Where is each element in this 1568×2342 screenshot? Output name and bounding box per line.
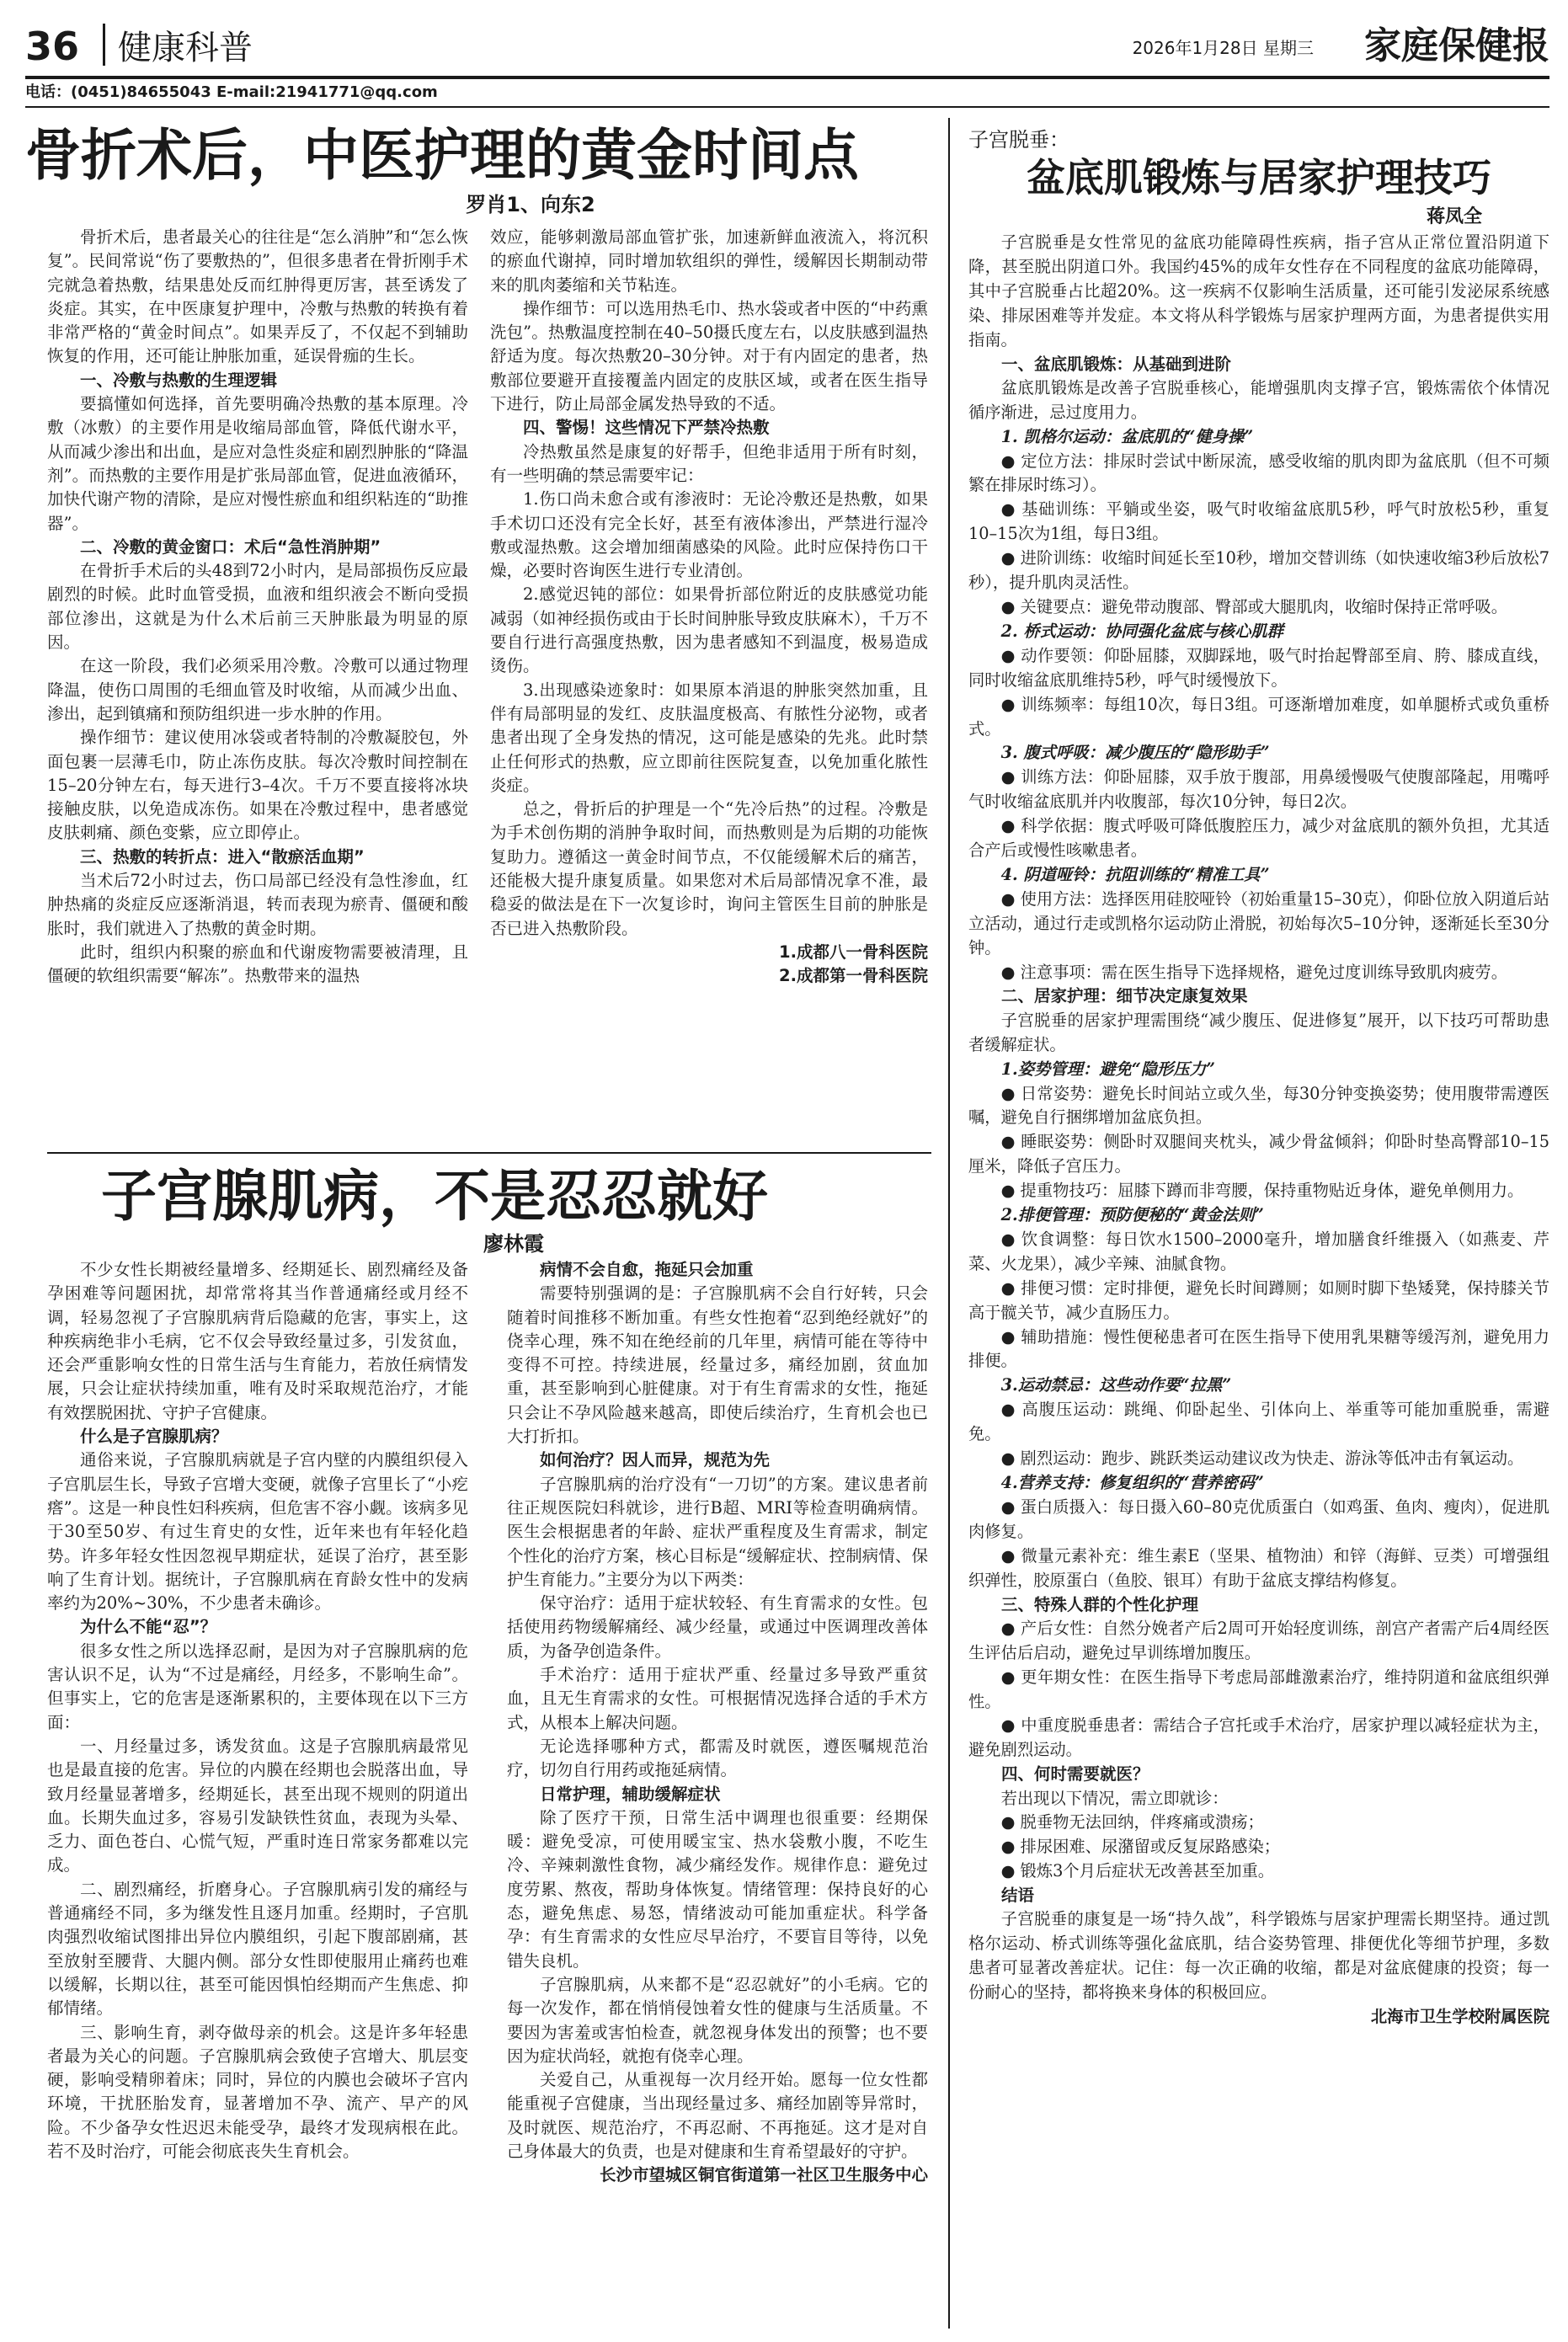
author-affiliation: 北海市卫生学校附属医院	[1370, 2007, 1549, 2027]
article2-title: 子宫腺肌病，不是忍忍就好	[101, 1163, 768, 1229]
article1-title: 骨折术后，中医护理的黄金时间点	[25, 122, 859, 188]
paragraph: ● 基础训练：平躺或坐姿，吸气时收缩盆底肌5秒，呼气时放松5秒，重复10–15次为1组，每日3组。	[968, 499, 1549, 544]
sub-heading: 3.运动禁忌：这些动作要“拉黑”	[1000, 1375, 1232, 1395]
header-rule	[25, 76, 1549, 79]
paragraph: 盆底肌锻炼是改善子宫脱垂核心，能增强肌肉支撑子宫，锻炼需依个体情况循序渐进，忌过度用力。	[968, 377, 1549, 422]
article2-column-2	[507, 1258, 928, 2188]
paragraph: 3.出现感染迹象时：如果原本消退的肿胀突然加重，且伴有局部明显的发红、皮肤温度极高、有脓性分泌物，或者患者出现了全身发热的情况，这可能是感染的先兆。此时禁止任何形式的热敷，应立即前往医院复查，以免加重化脓性炎症。	[490, 680, 928, 795]
paragraph: 通俗来说，子宫腺肌病就是子宫内壁的内膜组织侵入子宫肌层生长，导致子宫增大变硬，就像子宫里长了“小疙瘩”。这是一种良性妇科疾病，但危害不容小觑。该病多见于30至50岁、有过生育史的女性，近年来也有年轻化趋势。许多年轻女性因忽视早期症状，延误了治疗，甚至影响了生育计划。据统计，子宫腺肌病在育龄女性中的发病率约为20%~30%，不少患者未确诊。	[47, 1450, 468, 1614]
paragraph: ● 睡眠姿势：侧卧时双腿间夹枕头，减少骨盆倾斜；仰卧时垫高臀部10–15厘米，降低子宫压力。	[968, 1132, 1549, 1176]
paragraph: 效应，能够刺激局部血管扩张，加速新鲜血液流入，将沉积的瘀血代谢掉，同时增加软组织的弹性，缓解因长期制动带来的肌肉萎缩和关节粘连。	[490, 227, 928, 295]
paragraph: 子宫腺肌病，从来都不是“忍忍就好”的小毛病。它的每一次发作，都在悄悄侵蚀着女性的健康与生活质量。不要因为害羞或害怕检查，就忽视身体发出的预警；也不要因为症状尚轻，就抱有侥幸心理。	[507, 1974, 928, 2066]
paragraph: 冷热敷虽然是康复的好帮手，但绝非适用于所有时刻，有一些明确的禁忌需要牢记：	[490, 441, 928, 485]
paragraph: 当术后72小时过去，伤口局部已经没有急性渗血，红肿热痛的炎症反应逐渐消退，转而表现为瘀青、僵硬和酸胀时，我们就进入了热敷的黄金时期。	[47, 871, 468, 938]
paragraph: ● 锻炼3个月后症状无改善甚至加重。	[1000, 1861, 1275, 1881]
paragraph: 手术治疗：适用于症状严重、经量过多导致严重贫血，且无生育需求的女性。可根据情况选择合适的手术方式，从根本上解决问题。	[507, 1665, 928, 1732]
section-heading: 四、警惕！这些情况下严禁冷热敷	[523, 418, 770, 438]
paragraph: 除了医疗干预，日常生活中调理也很重要：经期保暖：避免受凉，可使用暖宝宝、热水袋敷小腹，不吃生冷、辛辣刺激性食物，减少痛经发作。规律作息：避免过度劳累、熬夜，帮助身体恢复。情绪管理：保持良好的心态，避免焦虑、易怒，情绪波动可能加重症状。科学备孕：有生育需求的女性应尽早治疗，不要盲目等待，以免错失良机。	[507, 1807, 928, 1971]
paragraph: 此时，组织内积聚的瘀血和代谢废物需要被清理，且僵硬的软组织需要“解冻”。热敷带来的温热	[47, 942, 468, 986]
author-affiliation: 2.成都第一骨科医院	[779, 966, 928, 986]
paragraph: ● 剧烈运动：跑步、跳跃类运动建议改为快走、游泳等低冲击有氧运动。	[1000, 1448, 1524, 1469]
page-number: 36	[25, 24, 80, 69]
section-heading: 什么是子宫腺肌病？	[80, 1427, 228, 1447]
masthead	[25, 19, 1549, 76]
column-divider	[948, 118, 950, 2329]
masthead-divider	[103, 24, 105, 66]
paragraph: ● 动作要领：仰卧屈膝，双脚踩地，吸气时抬起臀部至肩、胯、膝成直线，同时收缩盆底肌维持5秒，呼气时缓慢放下。	[968, 645, 1549, 690]
section-heading: 四、何时需要就医？	[1001, 1764, 1149, 1785]
paragraph: 一、月经量过多，诱发贫血。这是子宫腺肌病最常见也是最直接的危害。异位的内膜在经期也会脱落出血，导致月经量显著增多，经期延长，甚至出现不规则的阴道出血。长期失血过多，容易引发缺铁性贫血，表现为头晕、乏力、面色苍白、心慌气短，严重时连日常家务都难以完成。	[47, 1736, 468, 1875]
paragraph: ● 蛋白质摄入：每日摄入60–80克优质蛋白（如鸡蛋、鱼肉、瘦肉），促进肌肉修复。	[968, 1496, 1549, 1541]
sub-heading: 4. 阴道哑铃：抗阻训练的“精准工具”	[1000, 864, 1270, 884]
paragraph: 总之，骨折后的护理是一个“先冷后热”的过程。冷敷是为手术创伤期的消肿争取时间，而热敷则是为后期的功能恢复助力。遵循这一黄金时间节点，不仅能缓解术后的痛苦，还能极大提升康复质量。如果您对术后局部情况拿不准，最稳妥的做法是在下一次复诊时，询问主管医生目前的肿胀是否已进入热敷阶段。	[490, 799, 928, 938]
sub-heading: 1. 凯格尔运动：盆底肌的“健身操”	[1000, 426, 1254, 446]
paragraph: 子宫脱垂的居家护理需围绕“减少腹压、促进修复”展开，以下技巧可帮助患者缓解症状。	[968, 1010, 1549, 1054]
section-heading: 二、冷敷的黄金窗口：术后“急性消肿期”	[80, 536, 381, 557]
paragraph: ● 高腹压运动：跳绳、仰卧起坐、引体向上、举重等可能加重脱垂，需避免。	[968, 1400, 1549, 1444]
article3-title: 盆底肌锻炼与居家护理技巧	[1027, 155, 1491, 200]
article3-kicker: 子宫脱垂：	[968, 128, 1069, 152]
paragraph: ● 使用方法：选择医用硅胶哑铃（初始重量15–30克），仰卧位放入阴道后站立活动，通过行走或凯格尔运动防止滑脱，初始每次5–10分钟，逐渐延长至30分钟。	[968, 888, 1549, 958]
article2-column-1	[47, 1258, 468, 2163]
paragraph: 操作细节：建议使用冰袋或者特制的冷敷凝胶包，外面包裹一层薄毛巾，防止冻伤皮肤。每次冷敷时间控制在15–20分钟左右，每天进行3–4次。千万不要直接将冰块接触皮肤，以免造成冻伤。如果在冷敷过程中，患者感觉皮肤刺痛、颜色变紫，应立即停止。	[47, 728, 468, 843]
paragraph: 子宫脱垂的康复是一场“持久战”，科学锻炼与居家护理需长期坚持。通过凯格尔运动、桥式训练等强化盆底肌，结合姿势管理、排便优化等细节护理，多数患者可显著改善症状。记住：每一次正确的收缩，都是对盆底健康的投资；每一份耐心的坚持，都将换来身体的积极回应。	[968, 1909, 1549, 2003]
section-heading: 一、盆底肌锻炼：从基础到进阶	[1001, 354, 1232, 374]
paragraph: ● 脱垂物无法回纳，伴疼痛或溃疡；	[1000, 1812, 1264, 1833]
paragraph: 子宫腺肌病的治疗没有“一刀切”的方案。建议患者前往正规医院妇科就诊，进行B超、MRI等检查明确病情。医生会根据患者的年龄、症状严重程度及生育需求，制定个性化的治疗方案，核心目标是“缓解症状、控制病情、保护生育能力。”主要分为以下两类：	[507, 1474, 928, 1589]
paragraph: ● 训练方法：仰卧屈膝，双手放于腹部，用鼻缓慢吸气使腹部隆起，用嘴呼气时收缩盆底肌并内收腹部，每次10分钟，每日2次。	[968, 767, 1549, 812]
contact-line: 电话：(0451)84655043 E-mail:21941771@qq.com	[25, 83, 438, 101]
paragraph: 骨折术后，患者最关心的往往是“怎么消肿”和“怎么恢复”。民间常说“伤了要敷热的”，但很多患者在骨折刚手术完就急着热敷，结果患处反而红肿得更厉害，甚至诱发了炎症。其实，在中医康复护理中，冷敷与热敷的转换有着非常严格的“黄金时间点”。如果弄反了，不仅起不到辅助恢复的作用，还可能让肿胀加重，延误骨痂的生长。	[47, 227, 468, 366]
sub-heading: 2.排便管理：预防便秘的“黄金法则”	[1000, 1205, 1264, 1225]
section-heading: 三、热敷的转折点：进入“散瘀活血期”	[80, 846, 365, 867]
paragraph: ● 进阶训练：收缩时间延长至10秒，增加交替训练（如快速收缩3秒后放松7秒），提升肌肉灵活性。	[968, 548, 1549, 593]
paragraph: ● 注意事项：需在医生指导下选择规格，避免过度训练导致肌肉疲劳。	[1000, 962, 1507, 982]
paragraph: ● 定位方法：排尿时尝试中断尿流，感受收缩的肌肉即为盆底肌（但不可频繁在排尿时练习）。	[968, 451, 1549, 495]
paragraph: 三、影响生育，剥夺做母亲的机会。这是许多年轻患者最为关心的问题。子宫腺肌病会致使子宫增大、肌层变硬，影响受精卵着床；同时，异位的内膜也会破坏子宫内环境，干扰胚胎发育，显著增加不孕、流产、早产的风险。不少备孕女性迟迟未能受孕，最终才发现病根在此。若不及时治疗，可能会彻底丧失生育机会。	[47, 2022, 468, 2161]
article1-column-1	[47, 226, 468, 989]
header-rule-thin	[25, 106, 1549, 108]
article-divider	[47, 1152, 931, 1154]
paragraph: 在这一阶段，我们必须采用冷敷。冷敷可以通过物理降温，使伤口周围的毛细血管及时收缩，从而减少出血、渗出，起到镇痛和预防组织进一步水肿的作用。	[47, 656, 468, 723]
section-heading: 二、居家护理：细节决定康复效果	[1001, 986, 1248, 1006]
paragraph: ● 微量元素补充：维生素E（坚果、植物油）和锌（海鲜、豆类）可增强组织弹性，胶原蛋白（鱼胶、银耳）有助于盆底支撑结构修复。	[968, 1545, 1549, 1590]
paragraph: 1.伤口尚未愈合或有渗液时：无论冷敷还是热敷，如果手术切口还没有完全长好，甚至有液体渗出，严禁进行湿冷敷或湿热敷。这会增加细菌感染的风险。此时应保持伤口干燥，必要时咨询医生进行专业清创。	[490, 489, 928, 581]
paragraph: ● 饮食调整：每日饮水1500–2000毫升，增加膳食纤维摄入（如燕麦、芹菜、火龙果），减少辛辣、油腻食物。	[968, 1229, 1549, 1273]
sub-heading: 2. 桥式运动：协同强化盆底与核心肌群	[1000, 621, 1283, 641]
paragraph: 很多女性之所以选择忍耐，是因为对子宫腺肌病的危害认识不足，认为“不过是痛经，月经多，不影响生命”。但事实上，它的危害是逐渐累积的，主要体现在以下三方面：	[47, 1640, 468, 1732]
issue-date: 2026年1月28日 星期三	[1132, 38, 1314, 58]
paragraph: 无论选择哪种方式，都需及时就医，遵医嘱规范治疗，切勿自行用药或拖延病情。	[507, 1736, 928, 1780]
sub-heading: 1.姿势管理：避免“隐形压力”	[1000, 1059, 1215, 1079]
paragraph: 二、剧烈痛经，折磨身心。子宫腺肌病引发的痛经与普通痛经不同，多为继发性且逐月加重。经期时，子宫肌肉强烈收缩试图排出异位内膜组织，引起下腹部剧痛，甚至放射至腰背、大腿内侧。部分女性即使服用止痛药也难以缓解，长期以往，甚至可能因惧怕经期而产生焦虑、抑郁情绪。	[47, 1879, 468, 2019]
paragraph: ● 辅助措施：慢性便秘患者可在医生指导下使用乳果糖等缓泻剂，避免用力排便。	[968, 1326, 1549, 1371]
article1-column-2	[490, 226, 928, 989]
paragraph: 若出现以下情况，需立即就诊：	[1000, 1788, 1229, 1808]
paragraph: 关爱自己，从重视每一次月经开始。愿每一位女性都能重视子宫健康，当出现经量过多、痛经加剧等异常时，及时就医、规范治疗，不再忍耐、不再拖延。这才是对自己身体最大的负责，也是对健康和生育希望最好的守护。	[507, 2070, 928, 2161]
sub-heading: 3. 腹式呼吸：减少腹压的“隐形助手”	[1000, 743, 1270, 763]
paragraph: 保守治疗：适用于症状较轻、有生育需求的女性。包括使用药物缓解痛经、减少经量，或通过中医调理改善体质，为备孕创造条件。	[507, 1593, 928, 1661]
paragraph: ● 排尿困难、尿潴留或反复尿路感染；	[1000, 1837, 1281, 1857]
paragraph: ● 排便习惯：定时排便，避免长时间蹲厕；如厕时脚下垫矮凳，保持膝关节高于髋关节，减少直肠压力。	[968, 1278, 1549, 1322]
paragraph: 在骨折手术后的头48到72小时内，是局部损伤反应最剧烈的时候。此时血管受损，血液和组织液会不断向受损部位渗出，这就是为什么术后前三天肿胀最为明显的原因。	[47, 561, 468, 653]
paragraph: ● 更年期女性：在医生指导下考虑局部雌激素治疗，维持阴道和盆底组织弹性。	[968, 1667, 1549, 1711]
paragraph: 需要特别强调的是：子宫腺肌病不会自行好转，只会随着时间推移不断加重。有些女性抱着“忍到绝经就好”的侥幸心理，殊不知在绝经前的几年里，病情可能在等待中变得不可控。持续进展，经量过多，痛经加剧，贫血加重，甚至影响到心脏健康。对于有生育需求的女性，拖延只会让不孕风险越来越高，即使后续治疗，生育机会也已大打折扣。	[507, 1283, 928, 1447]
paragraph: ● 科学依据：腹式呼吸可降低腹腔压力，减少对盆底肌的额外负担，尤其适合产后或慢性咳嗽患者。	[968, 816, 1549, 861]
paragraph: ● 中重度脱垂患者：需结合子宫托或手术治疗，居家护理以减轻症状为主，避免剧烈运动。	[968, 1715, 1549, 1760]
section-heading: 病情不会自愈，拖延只会加重	[540, 1260, 754, 1279]
paragraph: ● 训练频率：每组10次，每日3组。可逐渐增加难度，如单腿桥式或负重桥式。	[968, 694, 1549, 739]
section-heading: 为什么不能“忍”？	[80, 1617, 217, 1637]
paragraph: 不少女性长期被经量增多、经期延长、剧烈痛经及备孕困难等问题困扰，却常常将其当作普通痛经或月经不调，轻易忽视了子宫腺肌病背后隐藏的危害，事实上，这种疾病绝非小毛病，它不仅会导致经量过多，引发贫血，还会严重影响女性的日常生活与生育能力，若放任病情发展，只会让症状持续加重，唯有及时采取规范治疗，才能有效摆脱困扰、守护子宫健康。	[47, 1260, 468, 1422]
paragraph: 操作细节：可以选用热毛巾、热水袋或者中医的“中药熏洗包”。热敷温度控制在40–50摄氏度左右，以皮肤感到温热舒适为度。每次热敷20–30分钟。对于有内固定的患者，热敷部位要避开直接覆盖内固定的皮肤区域，或者在医生指导下进行，防止局部金属发热导致的不适。	[490, 298, 928, 414]
paragraph: ● 产后女性：自然分娩者产后2周可开始轻度训练，剖宫产者需产后4周经医生评估后启动，避免过早训练增加腹压。	[968, 1618, 1549, 1662]
article3-author: 蒋凤全	[1426, 206, 1482, 227]
paragraph: 子宫脱垂是女性常见的盆底功能障碍性疾病，指子宫从正常位置沿阴道下降，甚至脱出阴道口外。我国约45%的成年女性存在不同程度的盆底功能障碍，其中子宫脱垂占比超20%。这一疾病不仅影响生活质量，还可能引发泌尿系统感染、排尿困难等并发症。本文将从科学锻炼与居家护理两方面，为患者提供实用指南。	[968, 232, 1549, 349]
article3-body	[968, 231, 1549, 2030]
article2-author: 廖林霞	[483, 1232, 544, 1256]
paper-name: 家庭保健报	[1364, 24, 1549, 67]
paragraph: ● 关键要点：避免带动腹部、臀部或大腿肌肉，收缩时保持正常呼吸。	[1000, 596, 1507, 616]
author-affiliation: 1.成都八一骨科医院	[779, 942, 928, 962]
paragraph: ● 日常姿势：避免长时间站立或久坐，每30分钟变换姿势；使用腹带需遵医嘱，避免自行捆绑增加盆底负担。	[968, 1083, 1549, 1128]
section-heading: 三、特殊人群的个性化护理	[1001, 1594, 1199, 1614]
article1-authors: 罗肖1、向东2	[466, 193, 595, 216]
section-heading: 一、冷敷与热敷的生理逻辑	[80, 370, 278, 390]
section-heading: 结语	[1001, 1886, 1035, 1906]
section-heading: 如何治疗？因人而异，规范为先	[540, 1450, 771, 1470]
paragraph: 2.感觉迟钝的部位：如果骨折部位附近的皮肤感觉功能减弱（如神经损伤或由于长时间肿胀导致皮肤麻木），千万不要自行进行高强度热敷，因为患者感知不到温度，极易造成烫伤。	[490, 584, 928, 676]
paragraph: ● 提重物技巧：屈膝下蹲而非弯腰，保持重物贴近身体，避免单侧用力。	[1000, 1181, 1524, 1201]
section-name: 健康科普	[118, 29, 253, 67]
author-affiliation: 长沙市望城区铜官街道第一社区卫生服务中心	[599, 2165, 928, 2185]
section-heading: 日常护理，辅助缓解症状	[540, 1784, 721, 1804]
sub-heading: 4.营养支持：修复组织的“营养密码”	[1000, 1473, 1264, 1492]
paragraph: 要搞懂如何选择，首先要明确冷热敷的基本原理。冷敷（冰敷）的主要作用是收缩局部血管，降低代谢水平，从而减少渗出和出血，是应对急性炎症和剧烈肿胀的“降温剂”。而热敷的主要作用是扩张局部血管，促进血液循环，加快代谢产物的清除，是应对慢性瘀血和组织粘连的“助推器”。	[47, 394, 468, 533]
